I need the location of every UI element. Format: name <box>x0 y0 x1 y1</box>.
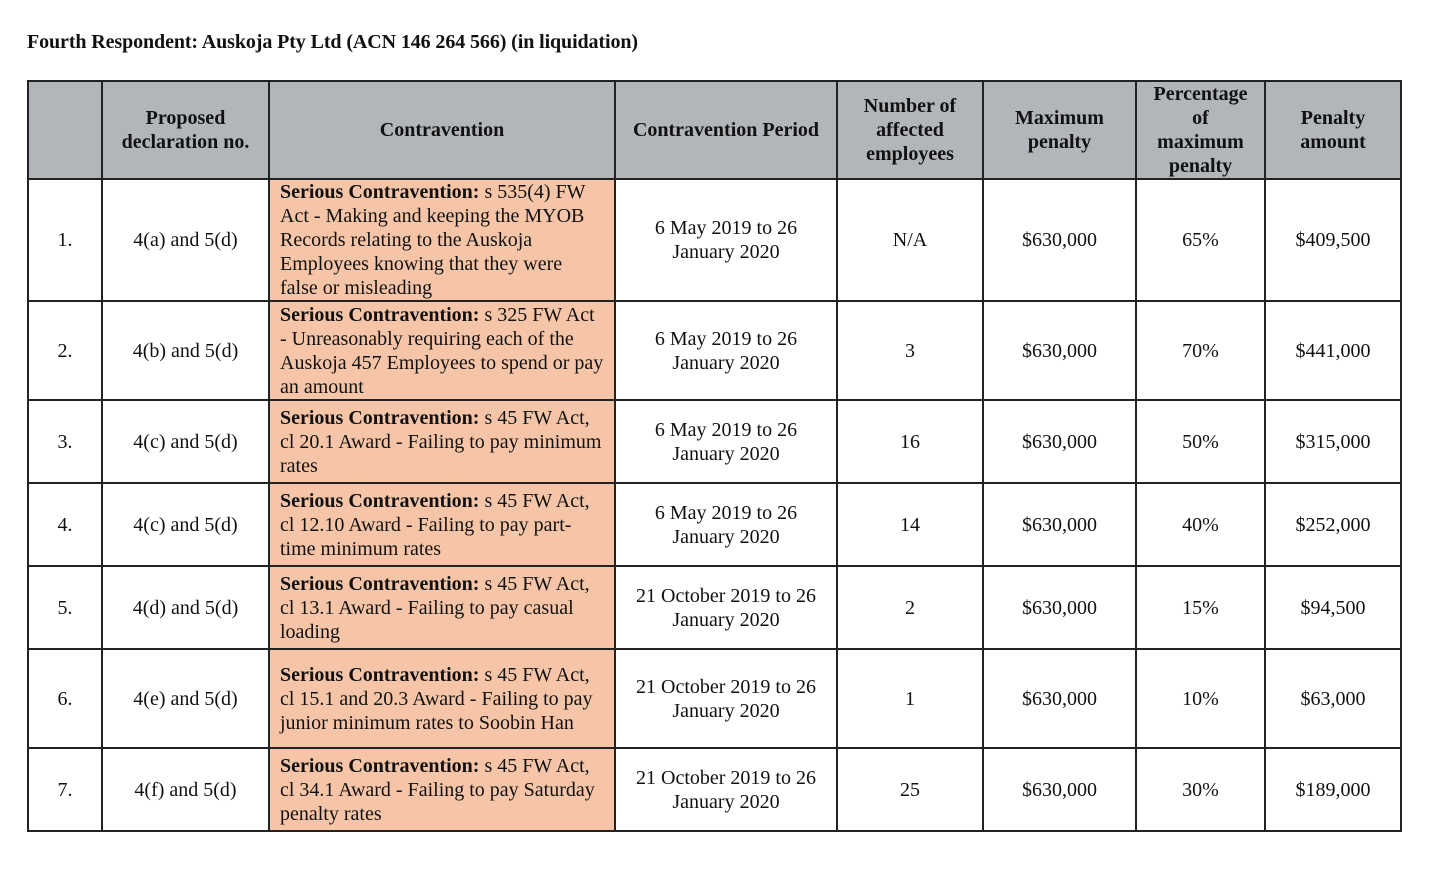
row-percentage: 40% <box>1136 483 1265 566</box>
header-percentage: Percentage of maximum penalty <box>1136 81 1265 179</box>
contravention-description: s 45 FW Act, cl 12.10 Award - Failing to pay part-time minimum rates <box>280 489 590 560</box>
contravention-label: Serious Contravention: <box>280 406 480 429</box>
contravention-description: s 45 FW Act, cl 20.1 Award - Failing to pay minimum rates <box>280 406 602 477</box>
row-penalty: $189,000 <box>1265 748 1401 831</box>
contravention-label: Serious Contravention: <box>280 303 480 326</box>
table-row <box>28 400 1401 483</box>
row-period: 6 May 2019 to 26 January 2020 <box>615 301 837 400</box>
header-period: Contravention Period <box>615 81 837 179</box>
contravention-description: s 535(4) FW Act - Making and keeping the MYOB Records relating to the Auskoja Employees knowing that they were false or misleading <box>280 181 586 299</box>
row-contravention <box>269 566 615 649</box>
row-max-penalty: $630,000 <box>983 400 1136 483</box>
row-employees: 1 <box>837 649 983 748</box>
contravention-label: Serious Contravention: <box>280 572 480 595</box>
row-period: 6 May 2019 to 26 January 2020 <box>615 483 837 566</box>
contravention-label: Serious Contravention: <box>280 754 480 777</box>
row-percentage: 70% <box>1136 301 1265 400</box>
contravention-description: s 45 FW Act, cl 34.1 Award - Failing to pay Saturday penalty rates <box>280 754 595 825</box>
row-declaration: 4(c) and 5(d) <box>102 483 269 566</box>
row-employees: 25 <box>837 748 983 831</box>
row-contravention <box>269 649 615 748</box>
row-max-penalty: $630,000 <box>983 566 1136 649</box>
row-declaration: 4(c) and 5(d) <box>102 400 269 483</box>
header-declaration: Proposed declaration no. <box>102 81 269 179</box>
row-percentage: 30% <box>1136 748 1265 831</box>
row-contravention <box>269 483 615 566</box>
page-title: Fourth Respondent: Auskoja Pty Ltd (ACN 146 264 566) (in liquidation) <box>27 31 638 53</box>
row-penalty: $315,000 <box>1265 400 1401 483</box>
row-period: 21 October 2019 to 26 January 2020 <box>615 748 837 831</box>
row-employees: 14 <box>837 483 983 566</box>
row-index: 4. <box>28 483 102 566</box>
row-contravention <box>269 301 615 400</box>
row-percentage: 10% <box>1136 649 1265 748</box>
contravention-description: s 45 FW Act, cl 13.1 Award - Failing to pay casual loading <box>280 572 590 643</box>
row-max-penalty: $630,000 <box>983 301 1136 400</box>
row-employees: 16 <box>837 400 983 483</box>
table-row <box>28 566 1401 649</box>
table-row <box>28 301 1401 400</box>
row-period: 21 October 2019 to 26 January 2020 <box>615 649 837 748</box>
row-period: 6 May 2019 to 26 January 2020 <box>615 400 837 483</box>
contravention-description: s 325 FW Act - Unreasonably requiring each of the Auskoja 457 Employees to spend or pay an amount <box>280 303 604 398</box>
row-index: 1. <box>28 179 102 301</box>
row-penalty: $441,000 <box>1265 301 1401 400</box>
row-period: 21 October 2019 to 26 January 2020 <box>615 566 837 649</box>
header-index <box>28 81 102 179</box>
row-percentage: 65% <box>1136 179 1265 301</box>
row-max-penalty: $630,000 <box>983 748 1136 831</box>
row-index: 7. <box>28 748 102 831</box>
header-row <box>28 81 1401 179</box>
row-contravention <box>269 179 615 301</box>
row-employees: N/A <box>837 179 983 301</box>
row-penalty: $94,500 <box>1265 566 1401 649</box>
header-contravention: Contravention <box>269 81 615 179</box>
table-row <box>28 179 1401 301</box>
row-employees: 2 <box>837 566 983 649</box>
header-max-penalty: Maximum penalty <box>983 81 1136 179</box>
row-declaration: 4(f) and 5(d) <box>102 748 269 831</box>
row-declaration: 4(e) and 5(d) <box>102 649 269 748</box>
row-index: 2. <box>28 301 102 400</box>
row-penalty: $63,000 <box>1265 649 1401 748</box>
contravention-label: Serious Contravention: <box>280 181 480 203</box>
row-max-penalty: $630,000 <box>983 649 1136 748</box>
row-declaration: 4(b) and 5(d) <box>102 301 269 400</box>
table-row <box>28 748 1401 831</box>
contravention-label: Serious Contravention: <box>280 663 480 686</box>
row-max-penalty: $630,000 <box>983 179 1136 301</box>
row-contravention <box>269 748 615 831</box>
row-index: 3. <box>28 400 102 483</box>
row-percentage: 15% <box>1136 566 1265 649</box>
contravention-label: Serious Contravention: <box>280 489 480 512</box>
row-contravention <box>269 400 615 483</box>
row-index: 5. <box>28 566 102 649</box>
table-row <box>28 649 1401 748</box>
row-penalty: $409,500 <box>1265 179 1401 301</box>
row-max-penalty: $630,000 <box>983 483 1136 566</box>
contravention-description: s 45 FW Act, cl 15.1 and 20.3 Award - Failing to pay junior minimum rates to Soobin Han <box>280 663 593 734</box>
header-penalty: Penalty amount <box>1265 81 1401 179</box>
penalty-table <box>27 80 1402 832</box>
row-declaration: 4(d) and 5(d) <box>102 566 269 649</box>
row-employees: 3 <box>837 301 983 400</box>
row-declaration: 4(a) and 5(d) <box>102 179 269 301</box>
row-period: 6 May 2019 to 26 January 2020 <box>615 179 837 301</box>
row-penalty: $252,000 <box>1265 483 1401 566</box>
table-row <box>28 483 1401 566</box>
row-percentage: 50% <box>1136 400 1265 483</box>
row-index: 6. <box>28 649 102 748</box>
header-employees: Number of affected employees <box>837 81 983 179</box>
